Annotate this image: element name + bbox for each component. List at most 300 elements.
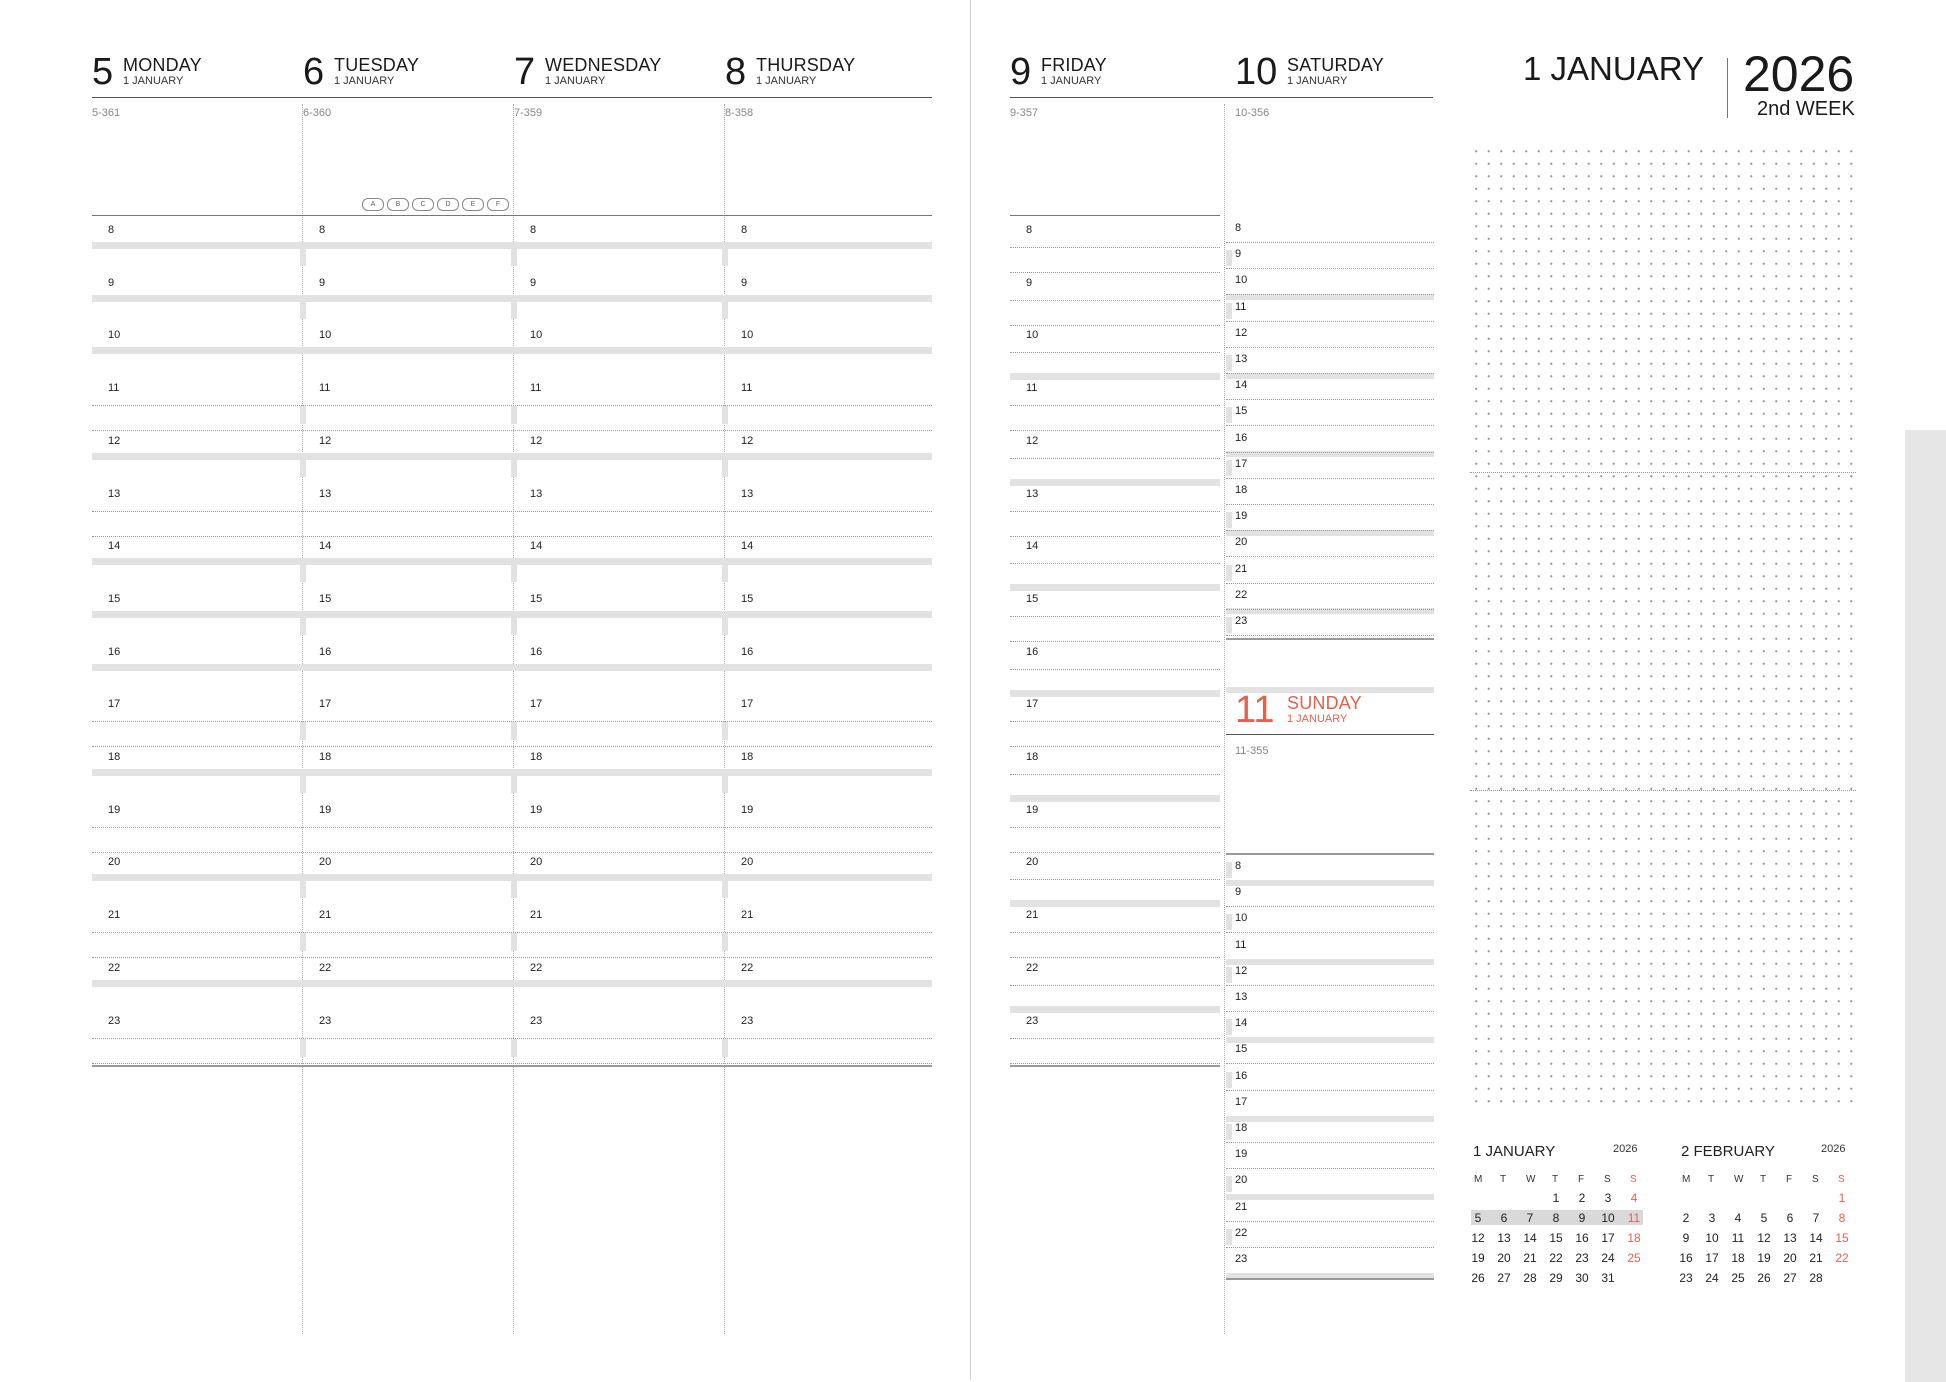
moon-mark: A — [362, 198, 384, 211]
day-name: SATURDAY — [1287, 55, 1384, 75]
hour-line — [1226, 530, 1434, 531]
hours-top-line — [92, 215, 932, 216]
calendar-day: 30 — [1575, 1271, 1589, 1285]
hour-label: 12 — [530, 434, 543, 447]
slot-marker — [300, 248, 306, 266]
day-month: 1 JANUARY — [1287, 75, 1348, 87]
title-divider — [1727, 58, 1728, 118]
hour-label: 18 — [1235, 1122, 1248, 1134]
day-number: 11 — [1235, 689, 1275, 731]
moon-mark: B — [387, 198, 409, 211]
day-name: THURSDAY — [756, 55, 856, 75]
calendar-day: 13 — [1497, 1231, 1511, 1245]
hour-label: 18 — [108, 751, 121, 763]
hour-label: 11 — [741, 382, 753, 395]
slot-marker — [722, 722, 728, 740]
hour-line — [1226, 373, 1434, 374]
calendar-day: 3 — [1604, 1191, 1612, 1205]
calendar-day: 25 — [1627, 1251, 1641, 1265]
hour-bar — [1010, 479, 1220, 486]
hour-label: 20 — [1235, 1174, 1248, 1187]
hour-label: 23 — [1026, 1014, 1039, 1027]
hour-label: 11 — [1026, 382, 1038, 395]
hour-label: 23 — [530, 1014, 543, 1027]
hour-label: 13 — [741, 487, 754, 500]
mini-calendar-year: 2026 — [1613, 1143, 1638, 1155]
hour-line — [1226, 478, 1434, 479]
hour-line — [1226, 906, 1434, 907]
day-header — [1235, 51, 1435, 93]
day-header — [1235, 689, 1435, 731]
calendar-day: 7 — [1812, 1211, 1820, 1225]
hour-bar — [1010, 690, 1220, 697]
hour-label: 17 — [319, 698, 332, 711]
hour-label: 19 — [1235, 510, 1248, 523]
hour-label: 15 — [1235, 405, 1248, 418]
calendar-day: 6 — [1500, 1211, 1508, 1225]
hour-label: 14 — [1235, 1017, 1248, 1030]
weekday-header: T — [1500, 1174, 1507, 1185]
notes-divider — [1470, 790, 1856, 791]
calendar-day: 11 — [1627, 1211, 1641, 1225]
slot-marker — [511, 722, 517, 740]
hour-label: 12 — [741, 434, 754, 447]
slot-marker — [511, 880, 517, 898]
hour-line — [1226, 932, 1434, 933]
hour-line — [1226, 242, 1434, 243]
hour-line — [1010, 536, 1220, 537]
weekday-header: S — [1630, 1174, 1637, 1185]
hour-label: 11 — [108, 382, 120, 395]
hour-line — [1010, 852, 1220, 853]
saturday-bottom-line — [1226, 638, 1434, 640]
hour-bar — [1010, 584, 1220, 591]
hour-label: 12 — [1235, 964, 1248, 977]
hour-label: 23 — [319, 1014, 332, 1027]
calendar-day: 27 — [1783, 1271, 1797, 1285]
hour-label: 20 — [741, 856, 754, 869]
hour-label: 23 — [1235, 1253, 1248, 1265]
calendar-day: 22 — [1835, 1251, 1849, 1265]
day-of-year: 7-359 — [514, 107, 543, 119]
half-hour-line — [1010, 300, 1220, 301]
hour-label: 8 — [741, 224, 748, 236]
hour-label: 15 — [108, 592, 121, 605]
hour-bar — [92, 664, 932, 671]
slot-marker — [722, 880, 728, 898]
hour-label: 9 — [108, 276, 115, 289]
day-month: 1 JANUARY — [1287, 713, 1348, 725]
day-name: MONDAY — [123, 55, 202, 75]
calendar-day: 26 — [1471, 1271, 1485, 1285]
weekday-header: M — [1474, 1174, 1483, 1185]
hour-label: 14 — [1235, 379, 1248, 392]
calendar-day: 19 — [1471, 1251, 1485, 1265]
slot-marker — [511, 564, 517, 582]
day-of-year: 6-360 — [303, 107, 332, 119]
day-name: SUNDAY — [1287, 693, 1362, 713]
half-hour-line — [1010, 458, 1220, 459]
hour-label: 17 — [1235, 1095, 1248, 1108]
hour-bar — [1010, 1006, 1220, 1013]
day-name: WEDNESDAY — [545, 55, 662, 75]
moon-mark: C — [412, 198, 434, 211]
hour-label: 23 — [1235, 615, 1248, 627]
hour-label: 8 — [530, 224, 537, 236]
hour-label: 11 — [1235, 938, 1247, 951]
hour-label: 16 — [108, 645, 121, 658]
weekday-header: F — [1786, 1174, 1793, 1185]
hour-label: 21 — [741, 909, 754, 922]
hour-label: 11 — [530, 382, 542, 395]
hour-label: 16 — [319, 645, 332, 658]
hour-label: 11 — [319, 382, 331, 395]
hours-bottom-line — [92, 1065, 932, 1067]
hour-line — [1226, 556, 1434, 557]
half-hour-line — [92, 827, 932, 828]
hour-line — [92, 536, 932, 537]
hour-line — [1010, 430, 1220, 431]
hour-label: 15 — [319, 592, 332, 605]
hour-label: 21 — [1026, 909, 1039, 922]
hour-line — [1226, 1063, 1434, 1064]
calendar-day: 7 — [1526, 1211, 1534, 1225]
hour-label: 10 — [741, 329, 754, 342]
hour-line — [1226, 294, 1434, 295]
calendar-day: 5 — [1760, 1211, 1768, 1225]
hour-label: 23 — [741, 1014, 754, 1027]
half-hour-line — [1010, 616, 1220, 617]
calendar-day: 8 — [1838, 1211, 1846, 1225]
hour-line — [92, 430, 932, 431]
slot-marker — [1226, 1176, 1232, 1192]
slot-marker — [511, 406, 517, 424]
hour-label: 15 — [530, 592, 543, 605]
slot-marker — [300, 933, 306, 951]
calendar-day: 1 — [1838, 1191, 1846, 1205]
hour-label: 21 — [1235, 1200, 1248, 1213]
day-name: FRIDAY — [1041, 55, 1107, 75]
hour-label: 22 — [319, 961, 332, 974]
hour-label: 22 — [741, 961, 754, 974]
hour-line — [1226, 1011, 1434, 1012]
hour-label: 18 — [319, 751, 332, 763]
slot-marker — [300, 1039, 306, 1057]
hour-label: 13 — [108, 487, 121, 500]
day-number: 9 — [1010, 51, 1032, 93]
calendar-day: 5 — [1474, 1211, 1482, 1225]
mini-calendar-title: 2 FEBRUARY — [1681, 1143, 1775, 1160]
day-number: 6 — [303, 51, 325, 93]
hour-line — [1226, 635, 1434, 636]
hour-label: 16 — [530, 645, 543, 658]
hour-bar — [1226, 1116, 1434, 1122]
hour-label: 17 — [530, 698, 543, 711]
hour-line — [1010, 325, 1220, 326]
weekday-header: S — [1838, 1174, 1845, 1185]
slot-marker — [1226, 407, 1232, 423]
hour-label: 14 — [741, 540, 754, 553]
hours-bottom-line — [1010, 1065, 1220, 1067]
day-of-year: 8-358 — [725, 107, 754, 119]
hour-label: 17 — [741, 698, 754, 711]
slot-marker — [1226, 1229, 1232, 1245]
hour-line — [1226, 1247, 1434, 1248]
hour-label: 14 — [530, 540, 543, 553]
hour-line — [1010, 1063, 1220, 1064]
calendar-day: 13 — [1783, 1231, 1797, 1245]
hour-label: 10 — [530, 329, 543, 342]
calendar-day: 26 — [1757, 1271, 1771, 1285]
calendar-day: 23 — [1679, 1271, 1693, 1285]
calendar-day: 18 — [1731, 1251, 1745, 1265]
hour-label: 14 — [319, 540, 332, 553]
calendar-day: 10 — [1601, 1211, 1615, 1225]
calendar-day: 18 — [1627, 1231, 1641, 1245]
day-of-year: 10-356 — [1235, 107, 1270, 119]
slot-marker — [511, 775, 517, 793]
hour-label: 21 — [530, 909, 543, 922]
hour-label: 20 — [1235, 536, 1248, 549]
slot-marker — [300, 775, 306, 793]
hour-label: 16 — [1026, 645, 1039, 658]
calendar-day: 21 — [1809, 1251, 1823, 1265]
half-hour-line — [1010, 774, 1220, 775]
hour-line — [1226, 609, 1434, 610]
column-separator — [1224, 104, 1225, 1334]
calendar-day: 21 — [1523, 1251, 1537, 1265]
half-hour-line — [92, 511, 932, 512]
hour-label: 18 — [741, 751, 754, 763]
calendar-day: 29 — [1549, 1271, 1563, 1285]
day-number: 7 — [514, 51, 536, 93]
year-title: 2026 — [1743, 46, 1855, 102]
hour-label: 16 — [1235, 431, 1248, 444]
day-header — [1010, 51, 1210, 93]
calendar-day: 31 — [1601, 1271, 1615, 1285]
slot-marker — [722, 564, 728, 582]
slot-marker — [1226, 355, 1232, 371]
half-hour-line — [1010, 985, 1220, 986]
weekday-header: F — [1578, 1174, 1585, 1185]
column-separator — [513, 104, 514, 1334]
slot-marker — [1226, 512, 1232, 528]
hour-label: 20 — [108, 856, 121, 869]
hour-label: 15 — [1026, 592, 1039, 605]
weekday-header: S — [1812, 1174, 1819, 1185]
hour-label: 9 — [1026, 276, 1033, 289]
calendar-day: 28 — [1523, 1271, 1537, 1285]
hour-label: 13 — [1235, 353, 1248, 365]
slot-marker — [722, 933, 728, 951]
calendar-day: 12 — [1757, 1231, 1771, 1245]
moon-phase-marks — [362, 198, 509, 211]
hour-label: 21 — [108, 909, 121, 922]
slot-marker — [511, 459, 517, 477]
hour-label: 9 — [1235, 248, 1242, 261]
hour-label: 15 — [1235, 1043, 1248, 1056]
calendar-day: 22 — [1549, 1251, 1563, 1265]
mini-calendar — [1681, 1143, 1861, 1293]
hour-line — [1226, 347, 1434, 348]
hour-label: 13 — [1026, 487, 1039, 500]
mini-calendar — [1473, 1143, 1653, 1293]
hour-label: 22 — [1235, 1226, 1248, 1239]
calendar-day: 15 — [1549, 1231, 1563, 1245]
calendar-day: 4 — [1630, 1191, 1638, 1205]
hour-bar — [92, 347, 932, 354]
hour-label: 9 — [319, 276, 326, 289]
slot-marker — [511, 933, 517, 951]
day-of-year: 9-357 — [1010, 107, 1039, 119]
hour-label: 13 — [530, 487, 543, 500]
calendar-day: 15 — [1835, 1231, 1849, 1245]
calendar-day: 9 — [1578, 1211, 1586, 1225]
hour-line — [1226, 1142, 1434, 1143]
calendar-day: 1 — [1552, 1191, 1560, 1205]
hour-bar — [1010, 373, 1220, 380]
half-hour-line — [1010, 1038, 1220, 1039]
slot-marker — [1226, 617, 1232, 633]
column-separator — [724, 104, 725, 1334]
half-hour-line — [1010, 932, 1220, 933]
half-hour-line — [1010, 721, 1220, 722]
hour-line — [1226, 1221, 1434, 1222]
calendar-day: 6 — [1786, 1211, 1794, 1225]
mini-calendar-title: 1 JANUARY — [1473, 1143, 1556, 1160]
calendar-day: 28 — [1809, 1271, 1823, 1285]
hour-label: 17 — [1026, 698, 1039, 711]
half-hour-line — [1010, 247, 1220, 248]
hour-label: 20 — [319, 856, 332, 869]
mini-calendar-year: 2026 — [1821, 1143, 1846, 1155]
hour-label: 10 — [1026, 329, 1039, 342]
slot-marker — [511, 301, 517, 319]
slot-marker — [300, 301, 306, 319]
slot-marker — [1226, 862, 1232, 878]
calendar-day: 10 — [1705, 1231, 1719, 1245]
hour-label: 19 — [1026, 803, 1039, 816]
slot-marker — [300, 880, 306, 898]
calendar-day: 24 — [1601, 1251, 1615, 1265]
day-month: 1 JANUARY — [756, 75, 817, 87]
slot-marker — [300, 459, 306, 477]
day-month: 1 JANUARY — [1041, 75, 1102, 87]
hour-bar — [1226, 880, 1434, 886]
calendar-day: 11 — [1731, 1231, 1745, 1245]
hour-label: 12 — [108, 434, 121, 447]
weekday-header: W — [1734, 1174, 1744, 1185]
slot-marker — [300, 406, 306, 424]
header-rule — [1010, 97, 1433, 98]
calendar-day: 24 — [1705, 1271, 1719, 1285]
hour-label: 12 — [1235, 326, 1248, 339]
hour-label: 16 — [1235, 1069, 1248, 1082]
hour-label: 20 — [1026, 856, 1039, 869]
hour-label: 17 — [108, 698, 121, 711]
calendar-day: 2 — [1578, 1191, 1586, 1205]
day-header — [303, 51, 503, 93]
sunday-bottom-line — [1226, 1278, 1434, 1280]
hour-label: 12 — [319, 434, 332, 447]
column-separator — [302, 104, 303, 1334]
hour-line — [1226, 268, 1434, 269]
slot-marker — [1226, 914, 1232, 930]
day-month: 1 JANUARY — [123, 75, 184, 87]
hour-line — [1226, 452, 1434, 453]
calendar-day: 19 — [1757, 1251, 1771, 1265]
hour-label: 9 — [530, 276, 537, 289]
hour-bar — [1226, 1194, 1434, 1200]
hour-label: 19 — [108, 803, 121, 816]
hour-label: 15 — [741, 592, 754, 605]
hour-line — [1010, 272, 1220, 273]
slot-marker — [1226, 565, 1232, 581]
hour-label: 9 — [741, 276, 748, 289]
calendar-day: 16 — [1575, 1231, 1589, 1245]
hour-label: 19 — [1235, 1148, 1248, 1161]
hour-line — [1226, 399, 1434, 400]
calendar-day: 17 — [1705, 1251, 1719, 1265]
day-header — [92, 51, 292, 93]
hours-top-line — [1010, 215, 1220, 216]
hour-label: 14 — [1026, 540, 1039, 553]
hour-label: 8 — [108, 224, 115, 236]
half-hour-line — [1010, 563, 1220, 564]
hour-label: 21 — [1235, 562, 1248, 575]
slot-marker — [1226, 1072, 1232, 1088]
hour-label: 8 — [1235, 222, 1242, 234]
day-name: TUESDAY — [334, 55, 420, 75]
slot-marker — [300, 722, 306, 740]
hour-line — [1010, 641, 1220, 642]
day-number: 8 — [725, 51, 747, 93]
half-hour-line — [1010, 827, 1220, 828]
half-hour-line — [1010, 669, 1220, 670]
header-rule — [92, 97, 932, 98]
weekday-header: T — [1708, 1174, 1715, 1185]
calendar-day: 12 — [1471, 1231, 1485, 1245]
slot-marker — [1226, 460, 1232, 476]
calendar-day: 23 — [1575, 1251, 1589, 1265]
hour-line — [1010, 746, 1220, 747]
page-edge-tab — [1905, 430, 1946, 1382]
hour-line — [1226, 1168, 1434, 1169]
hour-label: 16 — [741, 645, 754, 658]
hour-label: 9 — [1235, 886, 1242, 899]
hour-label: 18 — [1235, 484, 1248, 496]
header-rule — [1226, 734, 1434, 735]
calendar-day: 14 — [1523, 1231, 1537, 1245]
hour-label: 10 — [108, 329, 121, 342]
notes-dot-grid — [1470, 145, 1856, 1105]
hour-label: 19 — [319, 803, 332, 816]
day-of-year: 11-355 — [1235, 745, 1269, 757]
hour-bar — [1226, 1037, 1434, 1043]
hour-label: 22 — [1026, 961, 1039, 974]
half-hour-line — [1010, 352, 1220, 353]
hour-label: 22 — [1235, 588, 1248, 601]
hour-line — [1226, 321, 1434, 322]
hour-line — [1226, 985, 1434, 986]
day-header — [514, 51, 714, 93]
day-header — [725, 51, 925, 93]
weekday-header: S — [1604, 1174, 1611, 1185]
hour-line — [92, 746, 932, 747]
calendar-day: 2 — [1682, 1211, 1690, 1225]
day-number: 10 — [1235, 51, 1278, 93]
half-hour-line — [1010, 879, 1220, 880]
